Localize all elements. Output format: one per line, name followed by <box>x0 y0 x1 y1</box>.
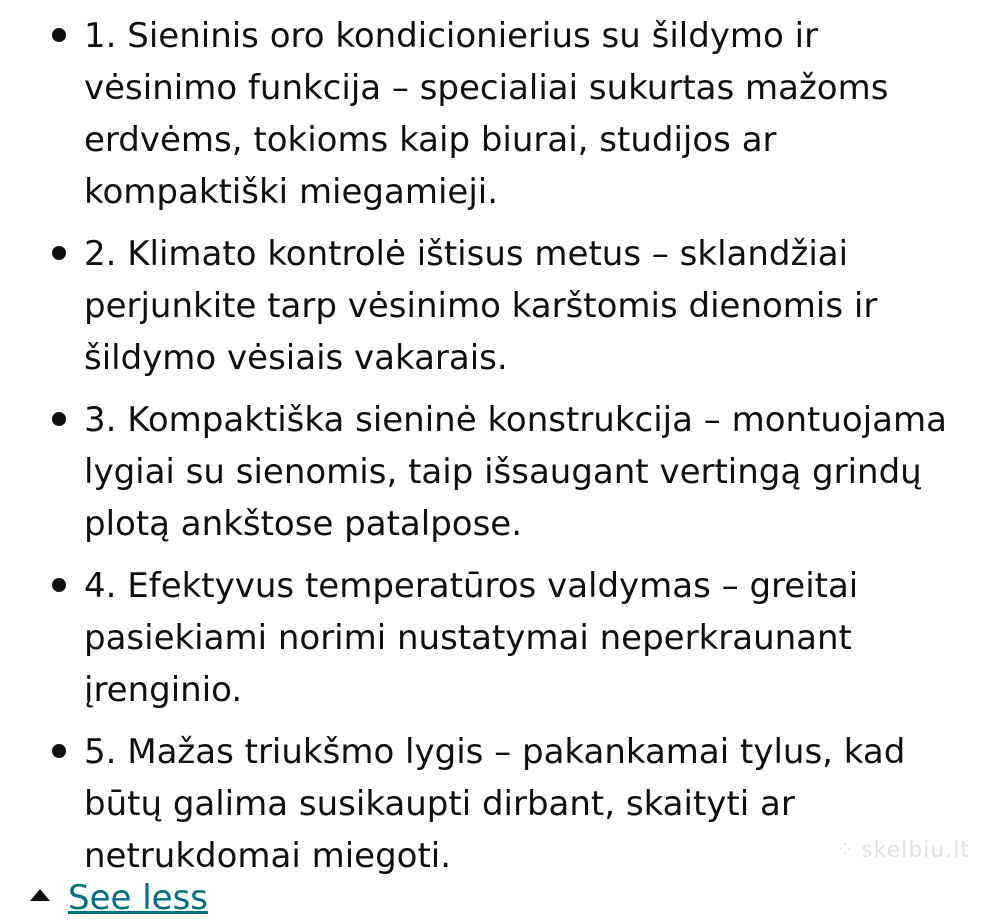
watermark-text: skelbiu.lt <box>861 838 970 863</box>
see-less-label: See less <box>68 878 209 918</box>
chevron-up-icon <box>30 889 50 901</box>
bullet-icon <box>52 246 66 260</box>
feature-text: 1. Sieninis oro kondicionierius su šildymo ir vėsinimo funkcija – specialiai sukurtas mažoms erdvėms, tokioms kaip biurai, studijos ar kompaktiški miegamieji. <box>84 16 889 212</box>
list-item <box>0 10 992 218</box>
list-item <box>0 228 992 384</box>
list-item <box>0 560 992 716</box>
see-less-link[interactable] <box>30 872 208 924</box>
feature-text: 4. Efektyvus temperatūros valdymas – greitai pasiekiami norimi nustatymai neperkraunant įrenginio. <box>84 566 859 710</box>
feature-text: 3. Kompaktiška sieninė konstrukcija – montuojama lygiai su sienomis, taip išsaugant vertingą grindų plotą ankštose patalpose. <box>84 400 947 544</box>
feature-text: 2. Klimato kontrolė ištisus metus – sklandžiai perjunkite tarp vėsinimo karštomis dienomis ir šildymo vėsiais vakarais. <box>84 234 878 378</box>
watermark-logo-icon: ⁘ <box>835 838 856 863</box>
bullet-icon <box>52 744 66 758</box>
feature-text: 5. Mažas triukšmo lygis – pakankamai tylus, kad būtų galima susikaupti dirbant, skaityti ar netrukdomai miegoti. <box>84 732 906 876</box>
feature-bullet-list <box>0 10 992 892</box>
bullet-icon <box>52 578 66 592</box>
bullet-icon <box>52 28 66 42</box>
bullet-icon <box>52 412 66 426</box>
watermark <box>836 838 970 863</box>
list-item <box>0 394 992 550</box>
